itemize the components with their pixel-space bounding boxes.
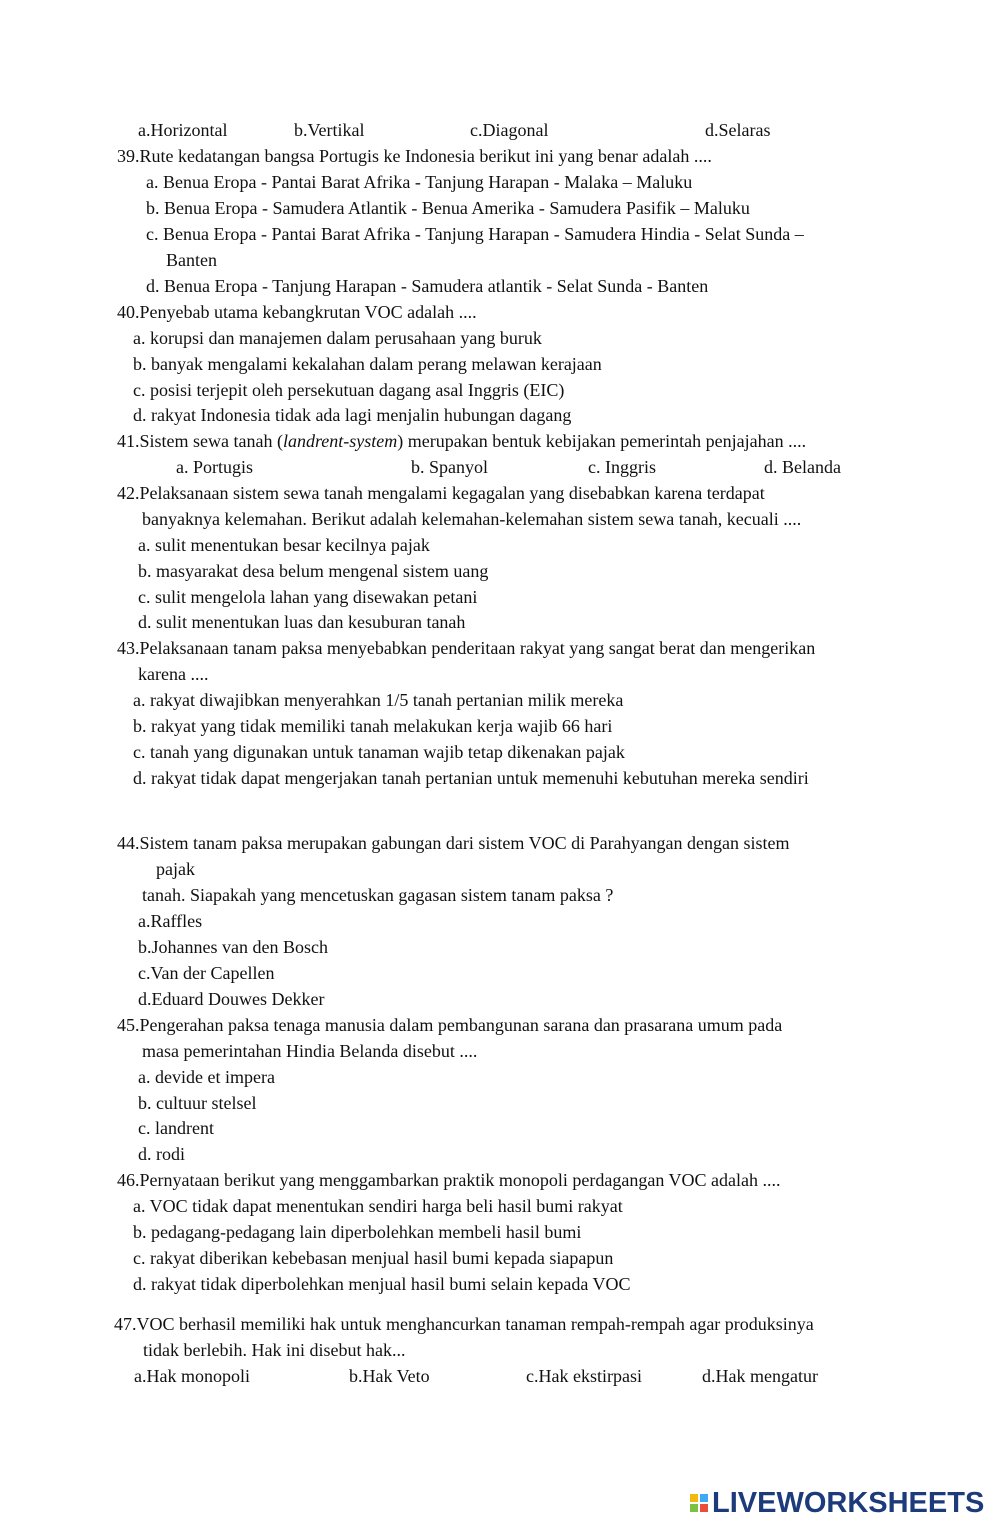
q42-option-a: a. sulit menentukan besar kecilnya pajak [138,535,430,555]
q41-option-b: b. Spanyol [411,457,489,477]
logo-square-1 [690,1494,698,1502]
q44-question-line1: 44.Sistem tanam paksa merupakan gabungan dari sistem VOC di Parahyangan dengan sistem [117,833,790,853]
q38-option-a: a.Horizontal [138,120,228,140]
q40-option-b: b. banyak mengalami kekalahan dalam perang melawan kerajaan [133,354,602,374]
liveworksheets-logo [690,1487,984,1519]
q38-option-c: c.Diagonal [470,120,549,140]
q45-question-line2: masa pemerintahan Hindia Belanda disebut .... [142,1041,478,1061]
logo-wordmark: LIVEWORKSHEETS [712,1486,985,1519]
q41-option-a: a. Portugis [176,457,254,477]
q39-option-a: a. Benua Eropa - Pantai Barat Afrika - Tanjung Harapan - Malaka – Maluku [146,172,693,192]
q41-option-d: d. Belanda [764,457,841,477]
q47-question-line1: 47.VOC berhasil memiliki hak untuk menghancurkan tanaman rempah-rempah agar produksinya [114,1314,814,1334]
q43-option-d: d. rakyat tidak dapat mengerjakan tanah pertanian untuk memenuhi kebutuhan mereka sendiri [133,768,809,788]
q45-option-b: b. cultuur stelsel [138,1093,257,1113]
q44-option-a: a.Raffles [138,911,203,931]
q46-question: 46.Pernyataan berikut yang menggambarkan praktik monopoli perdagangan VOC adalah .... [117,1170,781,1190]
q39-question: 39.Rute kedatangan bangsa Portugis ke Indonesia berikut ini yang benar adalah .... [117,146,712,166]
q40-question: 40.Penyebab utama kebangkrutan VOC adalah .... [117,302,477,322]
q47-option-a: a.Hak monopoli [134,1366,250,1386]
q42-question-line2: banyaknya kelemahan. Berikut adalah kelemahan-kelemahan sistem sewa tanah, kecuali .... [142,509,802,529]
q43-option-a: a. rakyat diwajibkan menyerahkan 1/5 tanah pertanian milik mereka [133,690,624,710]
q44-option-b: b.Johannes van den Bosch [138,937,328,957]
q42-option-b: b. masyarakat desa belum mengenal sistem uang [138,561,489,581]
q41-question-italic: landrent-system [282,431,398,451]
q39-option-d: d. Benua Eropa - Tanjung Harapan - Samudera atlantik - Selat Sunda - Banten [146,276,709,296]
q45-question-line1: 45.Pengerahan paksa tenaga manusia dalam pembangunan sarana dan prasarana umum pada [117,1015,783,1035]
q38-option-b: b.Vertikal [294,120,365,140]
q43-question-line1: 43.Pelaksanaan tanam paksa menyebabkan penderitaan rakyat yang sangat berat dan mengerikan [117,638,816,658]
q43-option-c: c. tanah yang digunakan untuk tanaman wajib tetap dikenakan pajak [133,742,625,762]
q38-option-d: d.Selaras [705,120,771,140]
q42-option-c: c. sulit mengelola lahan yang disewakan petani [138,587,478,607]
q44-question-line3: tanah. Siapakah yang mencetuskan gagasan sistem tanam paksa ? [142,885,614,905]
q41-question-post: ) merupakan bentuk kebijakan pemerintah penjajahan .... [397,431,807,451]
q47-option-d: d.Hak mengatur [702,1366,818,1386]
q40-option-d: d. rakyat Indonesia tidak ada lagi menjalin hubungan dagang [133,405,572,425]
q43-option-b: b. rakyat yang tidak memiliki tanah melakukan kerja wajib 66 hari [133,716,613,736]
q41-option-c: c. Inggris [588,457,656,477]
logo-grid-icon [690,1494,708,1512]
q44-question-line2: pajak [156,859,195,879]
q45-option-c: c. landrent [138,1118,214,1138]
q47-question-line2: tidak berlebih. Hak ini disebut hak... [143,1340,406,1360]
logo-square-2 [700,1494,708,1502]
q46-option-d: d. rakyat tidak diperbolehkan menjual hasil bumi selain kepada VOC [133,1274,631,1294]
q46-option-a: a. VOC tidak dapat menentukan sendiri harga beli hasil bumi rakyat [133,1196,623,1216]
q41-question [117,430,806,452]
q42-question-line1: 42.Pelaksanaan sistem sewa tanah mengalami kegagalan yang disebabkan karena terdapat [117,483,765,503]
logo-square-3 [690,1504,698,1512]
q40-option-a: a. korupsi dan manajemen dalam perusahaan yang buruk [133,328,542,348]
logo-square-4 [700,1504,708,1512]
q39-option-c-line2: Banten [166,250,217,270]
q44-option-c: c.Van der Capellen [138,963,275,983]
q46-option-b: b. pedagang-pedagang lain diperbolehkan membeli hasil bumi [133,1222,582,1242]
q45-option-a: a. devide et impera [138,1067,275,1087]
q43-question-line2: karena .... [138,664,209,684]
q39-option-b: b. Benua Eropa - Samudera Atlantik - Benua Amerika - Samudera Pasifik – Maluku [146,198,750,218]
q42-option-d: d. sulit menentukan luas dan kesuburan tanah [138,612,466,632]
q39-option-c-line1: c. Benua Eropa - Pantai Barat Afrika - Tanjung Harapan - Samudera Hindia - Selat Sunda – [146,224,804,244]
q47-option-b: b.Hak Veto [349,1366,430,1386]
q45-option-d: d. rodi [138,1144,185,1164]
q44-option-d: d.Eduard Douwes Dekker [138,989,325,1009]
q47-option-c: c.Hak ekstirpasi [526,1366,642,1386]
q41-question-pre: 41.Sistem sewa tanah ( [117,431,283,451]
q46-option-c: c. rakyat diberikan kebebasan menjual hasil bumi kepada siapapun [133,1248,614,1268]
q40-option-c: c. posisi terjepit oleh persekutuan dagang asal Inggris (EIC) [133,380,565,400]
